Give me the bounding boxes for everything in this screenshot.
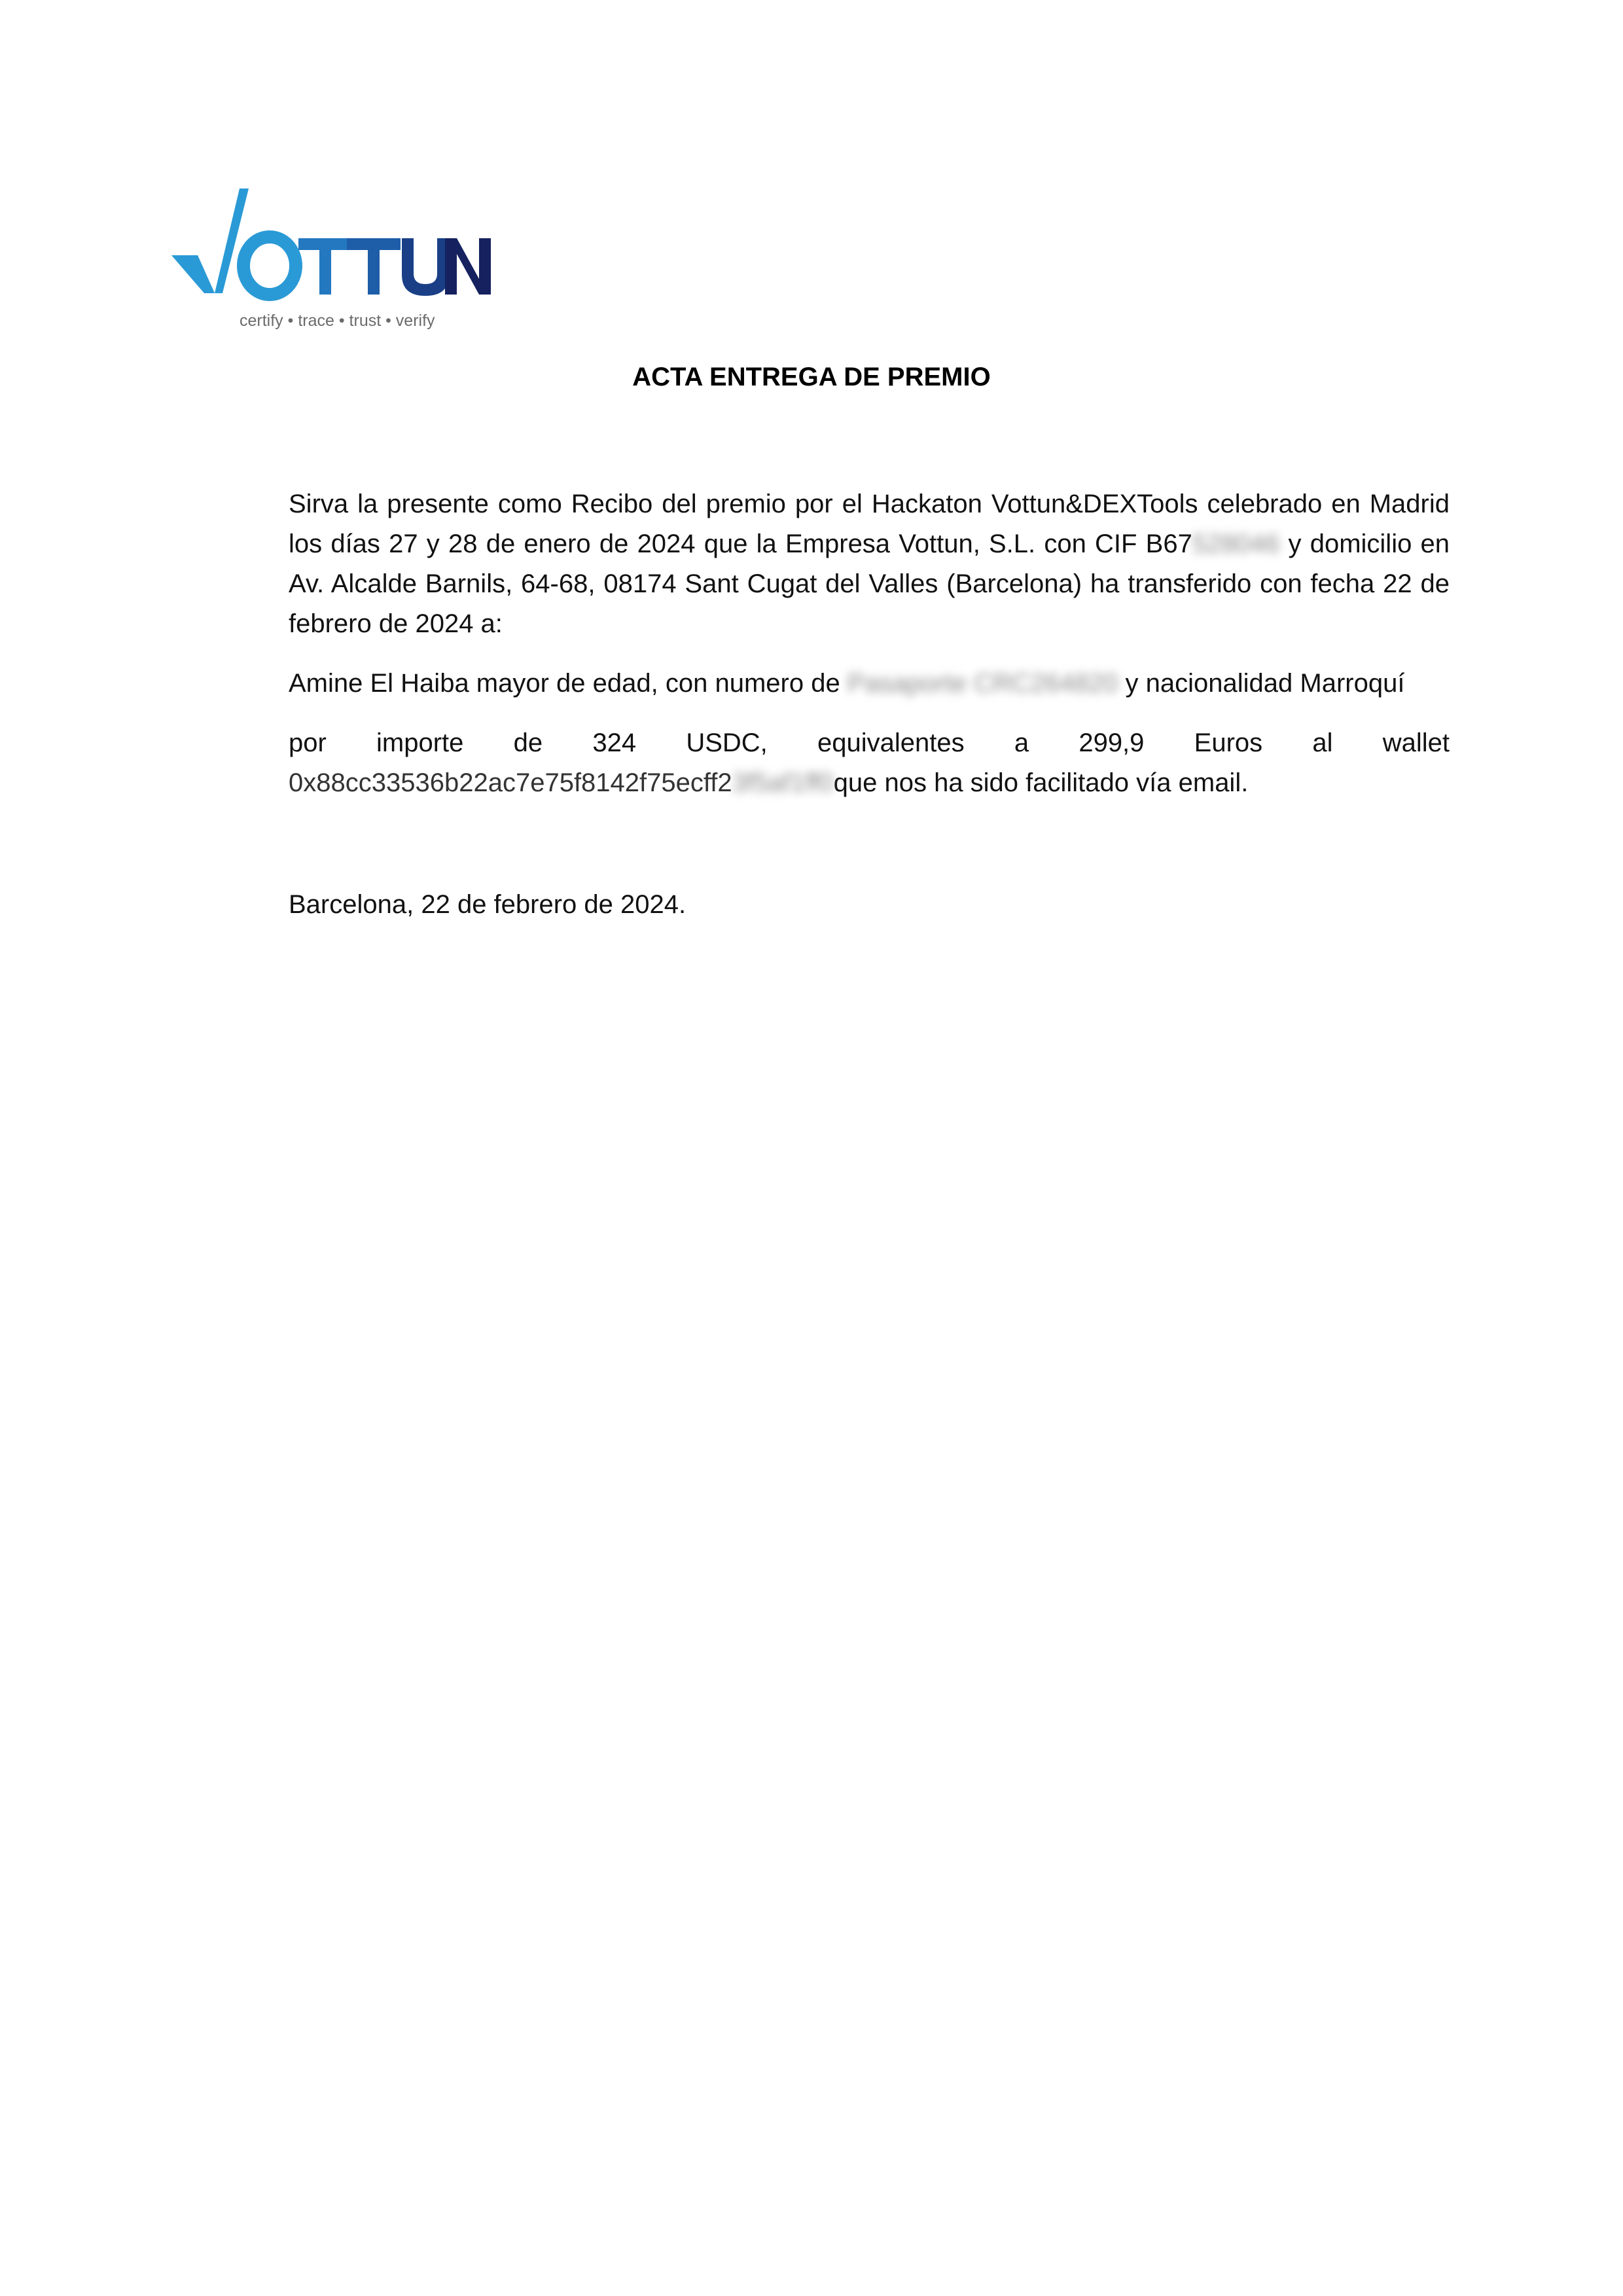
logo-tagline: certify • trace • trust • verify	[240, 312, 435, 330]
redacted-cif: 528046	[1192, 529, 1280, 558]
amount-text-a: por importe de 324 USDC, equivalentes a 299,9 Euros al wallet	[289, 728, 1450, 757]
receipt-text-b: y domicilio en Av. Alcalde Barnils, 64-68, 08174 Sant Cugat del Valles (Barcelona) ha transferido con fecha 22 de febrero de 2024 a:	[289, 529, 1450, 638]
recipient-text-a: Amine El Haiba mayor de edad, con numero de	[289, 669, 847, 698]
recipient-paragraph	[289, 664, 1450, 704]
amount-paragraph	[289, 723, 1450, 803]
receipt-text-a: Sirva la presente como Recibo del premio por el Hackaton Vottun&DEXTools celebrado en Madrid los días 27 y 28 de enero de 2024 que la Empresa Vottun, S.L. con CIF B67	[289, 490, 1450, 558]
receipt-paragraph	[289, 484, 1450, 644]
recipient-text-b: y nacionalidad Marroquí	[1118, 669, 1405, 698]
redacted-wallet: 3f5af1ff0	[732, 768, 834, 797]
amount-text-b: que nos ha sido facilitado vía email.	[833, 768, 1249, 797]
vottun-logo	[171, 188, 492, 332]
document-title: ACTA ENTREGA DE PREMIO	[632, 363, 991, 391]
signoff-date: Barcelona, 22 de febrero de 2024.	[289, 890, 687, 919]
wallet-address: 0x88cc33536b22ac7e75f8142f75ecff2	[289, 768, 732, 797]
redacted-passport: Pasaporte CRC264820	[847, 669, 1118, 698]
document-body	[289, 484, 1450, 803]
